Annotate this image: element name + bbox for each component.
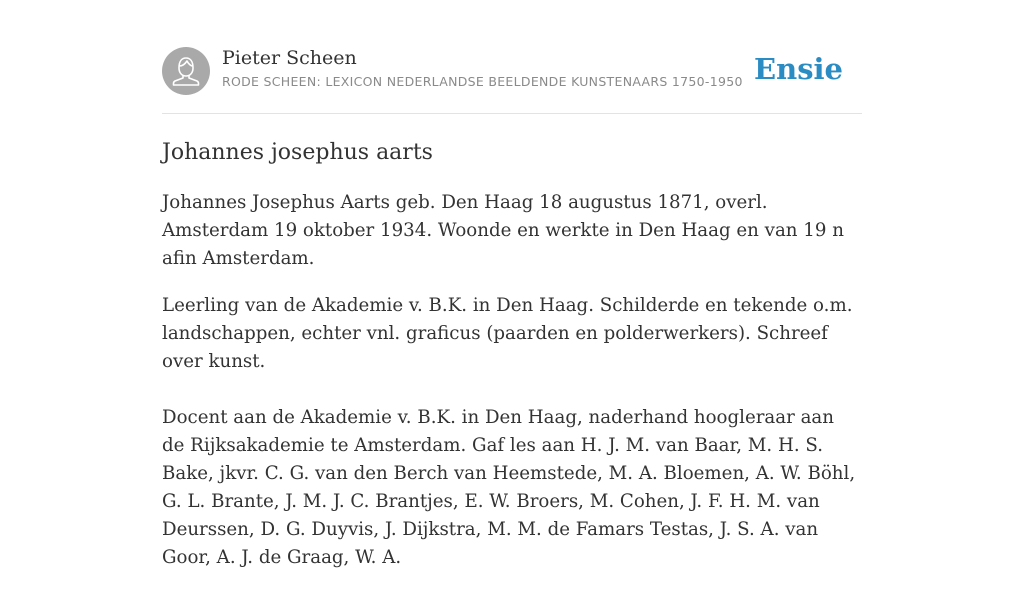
author-name[interactable]: Pieter Scheen (222, 47, 357, 69)
source-title[interactable]: RODE SCHEEN: LEXICON NEDERLANDSE BEELDENDE KUNSTENAARS 1750-1950 (222, 74, 743, 89)
header-divider (162, 113, 862, 114)
avatar[interactable] (162, 47, 210, 95)
article-body (162, 189, 862, 572)
header (162, 46, 862, 96)
ensie-logo[interactable]: Ensie (754, 52, 843, 86)
user-icon (162, 47, 210, 95)
paragraph: Johannes Josephus Aarts geb. Den Haag 18 augustus 1871, overl. Amsterdam 19 oktober 1934. Woonde en werkte in Den Haag en van 19 n afin Amsterdam. (162, 192, 844, 269)
article-title: Johannes josephus aarts (162, 140, 433, 165)
article (162, 138, 862, 591)
paragraph: Leerling van de Akademie v. B.K. in Den Haag. Schilderde en tekende o.m. landschappen, echter vnl. graficus (paarden en polderwerkers). Schreef over kunst. Docent aan de Akademie v. B.K. in Den Haag, naderhand hoogleraar aan de Rijksakademie te Amsterdam. Gaf les aan H. J. M. van Baar, M. H. S. Bake, jkvr. C. G. van den Berch van Heemstede, M. A. Bloemen, A. W. Böhl, G. L. Brante, J. M. J. C. Brantjes, E. W. Broers, M. Cohen, J. F. H. M. van Deurssen, D. G. Duyvis, J. Dijkstra, M. M. de Famars Testas, J. S. A. van Goor, A. J. de Graag, W. A. (162, 295, 856, 568)
